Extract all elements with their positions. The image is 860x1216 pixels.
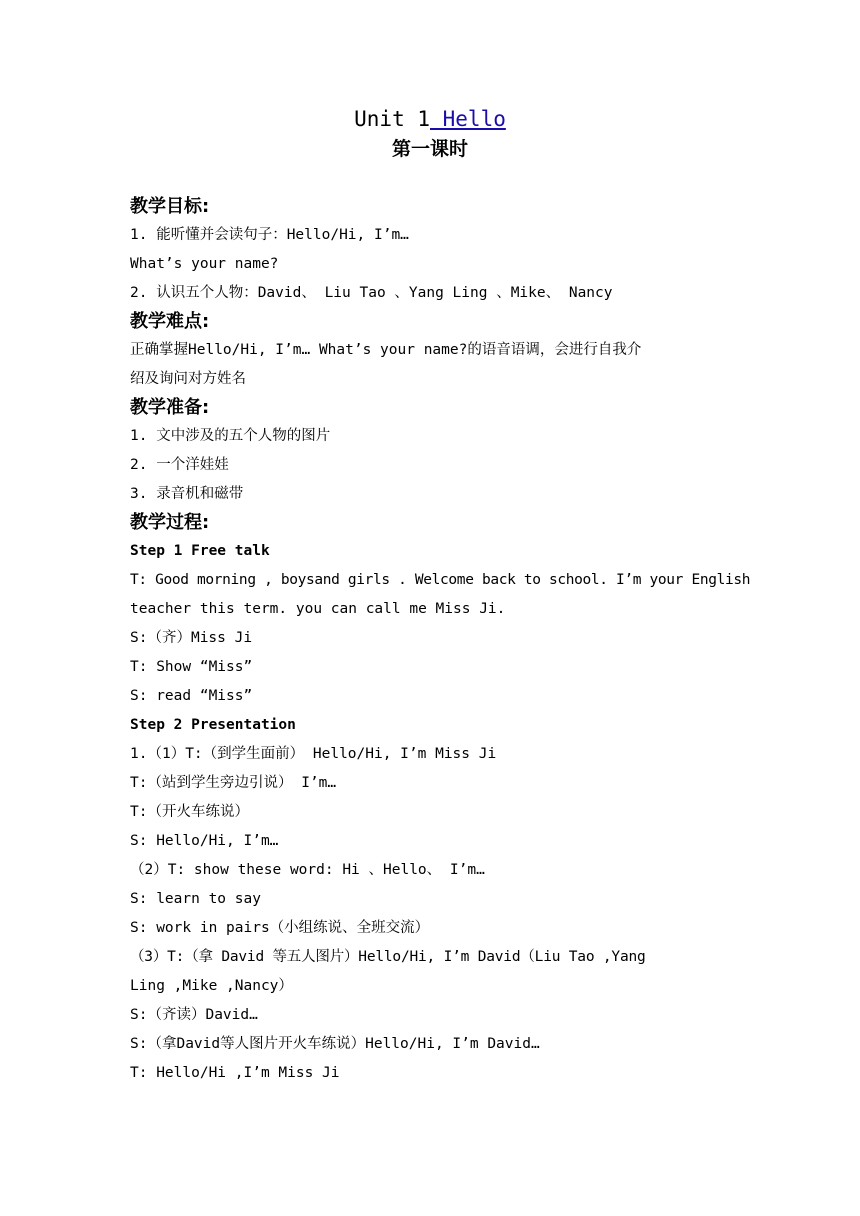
document-title <box>0 105 860 133</box>
step2-line: T: Hello/Hi ,I’m Miss Ji <box>130 1065 340 1081</box>
section-heading-preparation: 教学准备: <box>130 397 210 418</box>
step1-line: S:（齐）Miss Ji <box>130 630 253 646</box>
step2-line: Ling ,Mike ,Nancy） <box>130 978 293 994</box>
step2-line: S: learn to say <box>130 891 261 907</box>
difficulty-line: 绍及询问对方姓名 <box>130 371 246 387</box>
preparation-line: 2. 一个洋娃娃 <box>130 457 229 473</box>
title-prefix: Unit 1 <box>354 107 430 131</box>
step1-line: T: Show “Miss” <box>130 659 253 675</box>
goals-line: 1. 能听懂并会读句子：Hello/Hi, I’m… <box>130 227 409 243</box>
step1-line: teacher this term. you can call me Miss Ji. <box>130 601 506 617</box>
step2-line: T:（站到学生旁边引说） I’m… <box>130 775 337 791</box>
step2-line: S:（拿David等人图片开火车练说）Hello/Hi, I’m David… <box>130 1036 540 1052</box>
step2-line: 1.（1）T:（到学生面前） Hello/Hi, I’m Miss Ji <box>130 746 497 762</box>
title-hello-link[interactable]: Hello <box>430 107 506 131</box>
document-body <box>130 193 751 1088</box>
step2-line: （3）T:（拿 David 等五人图片）Hello/Hi, I’m David（Liu Tao ,Yang <box>130 949 646 965</box>
section-heading-process: 教学过程: <box>130 512 210 533</box>
step2-line: （2）T: show these word: Hi 、Hello、 I’m… <box>130 862 485 878</box>
step1-line: T: Good morning , boysand girls . Welcome back to school. I’m your English <box>130 572 751 588</box>
preparation-line: 3. 录音机和磁带 <box>130 486 244 502</box>
preparation-line: 1. 文中涉及的五个人物的图片 <box>130 428 331 444</box>
step2-line: S:（齐读）David… <box>130 1007 258 1023</box>
goals-line: What’s your name? <box>130 256 279 272</box>
step2-line: S: Hello/Hi, I’m… <box>130 833 279 849</box>
document-subtitle: 第一课时 <box>391 138 468 160</box>
step2-line: T:（开火车练说） <box>130 804 249 820</box>
section-heading-difficulty: 教学难点: <box>130 311 210 332</box>
step1-title: Step 1 Free talk <box>130 543 270 559</box>
goals-line: 2. 认识五个人物：David、 Liu Tao 、Yang Ling 、Mike、 Nancy <box>130 285 613 301</box>
step2-title: Step 2 Presentation <box>130 717 296 733</box>
step1-line: S: read “Miss” <box>130 688 253 704</box>
step2-line: S: work in pairs（小组练说、全班交流） <box>130 920 430 936</box>
section-heading-goals: 教学目标: <box>130 196 210 217</box>
difficulty-line: 正确掌握Hello/Hi, I’m… What’s your name?的语音语调，会进行自我介 <box>130 342 642 358</box>
